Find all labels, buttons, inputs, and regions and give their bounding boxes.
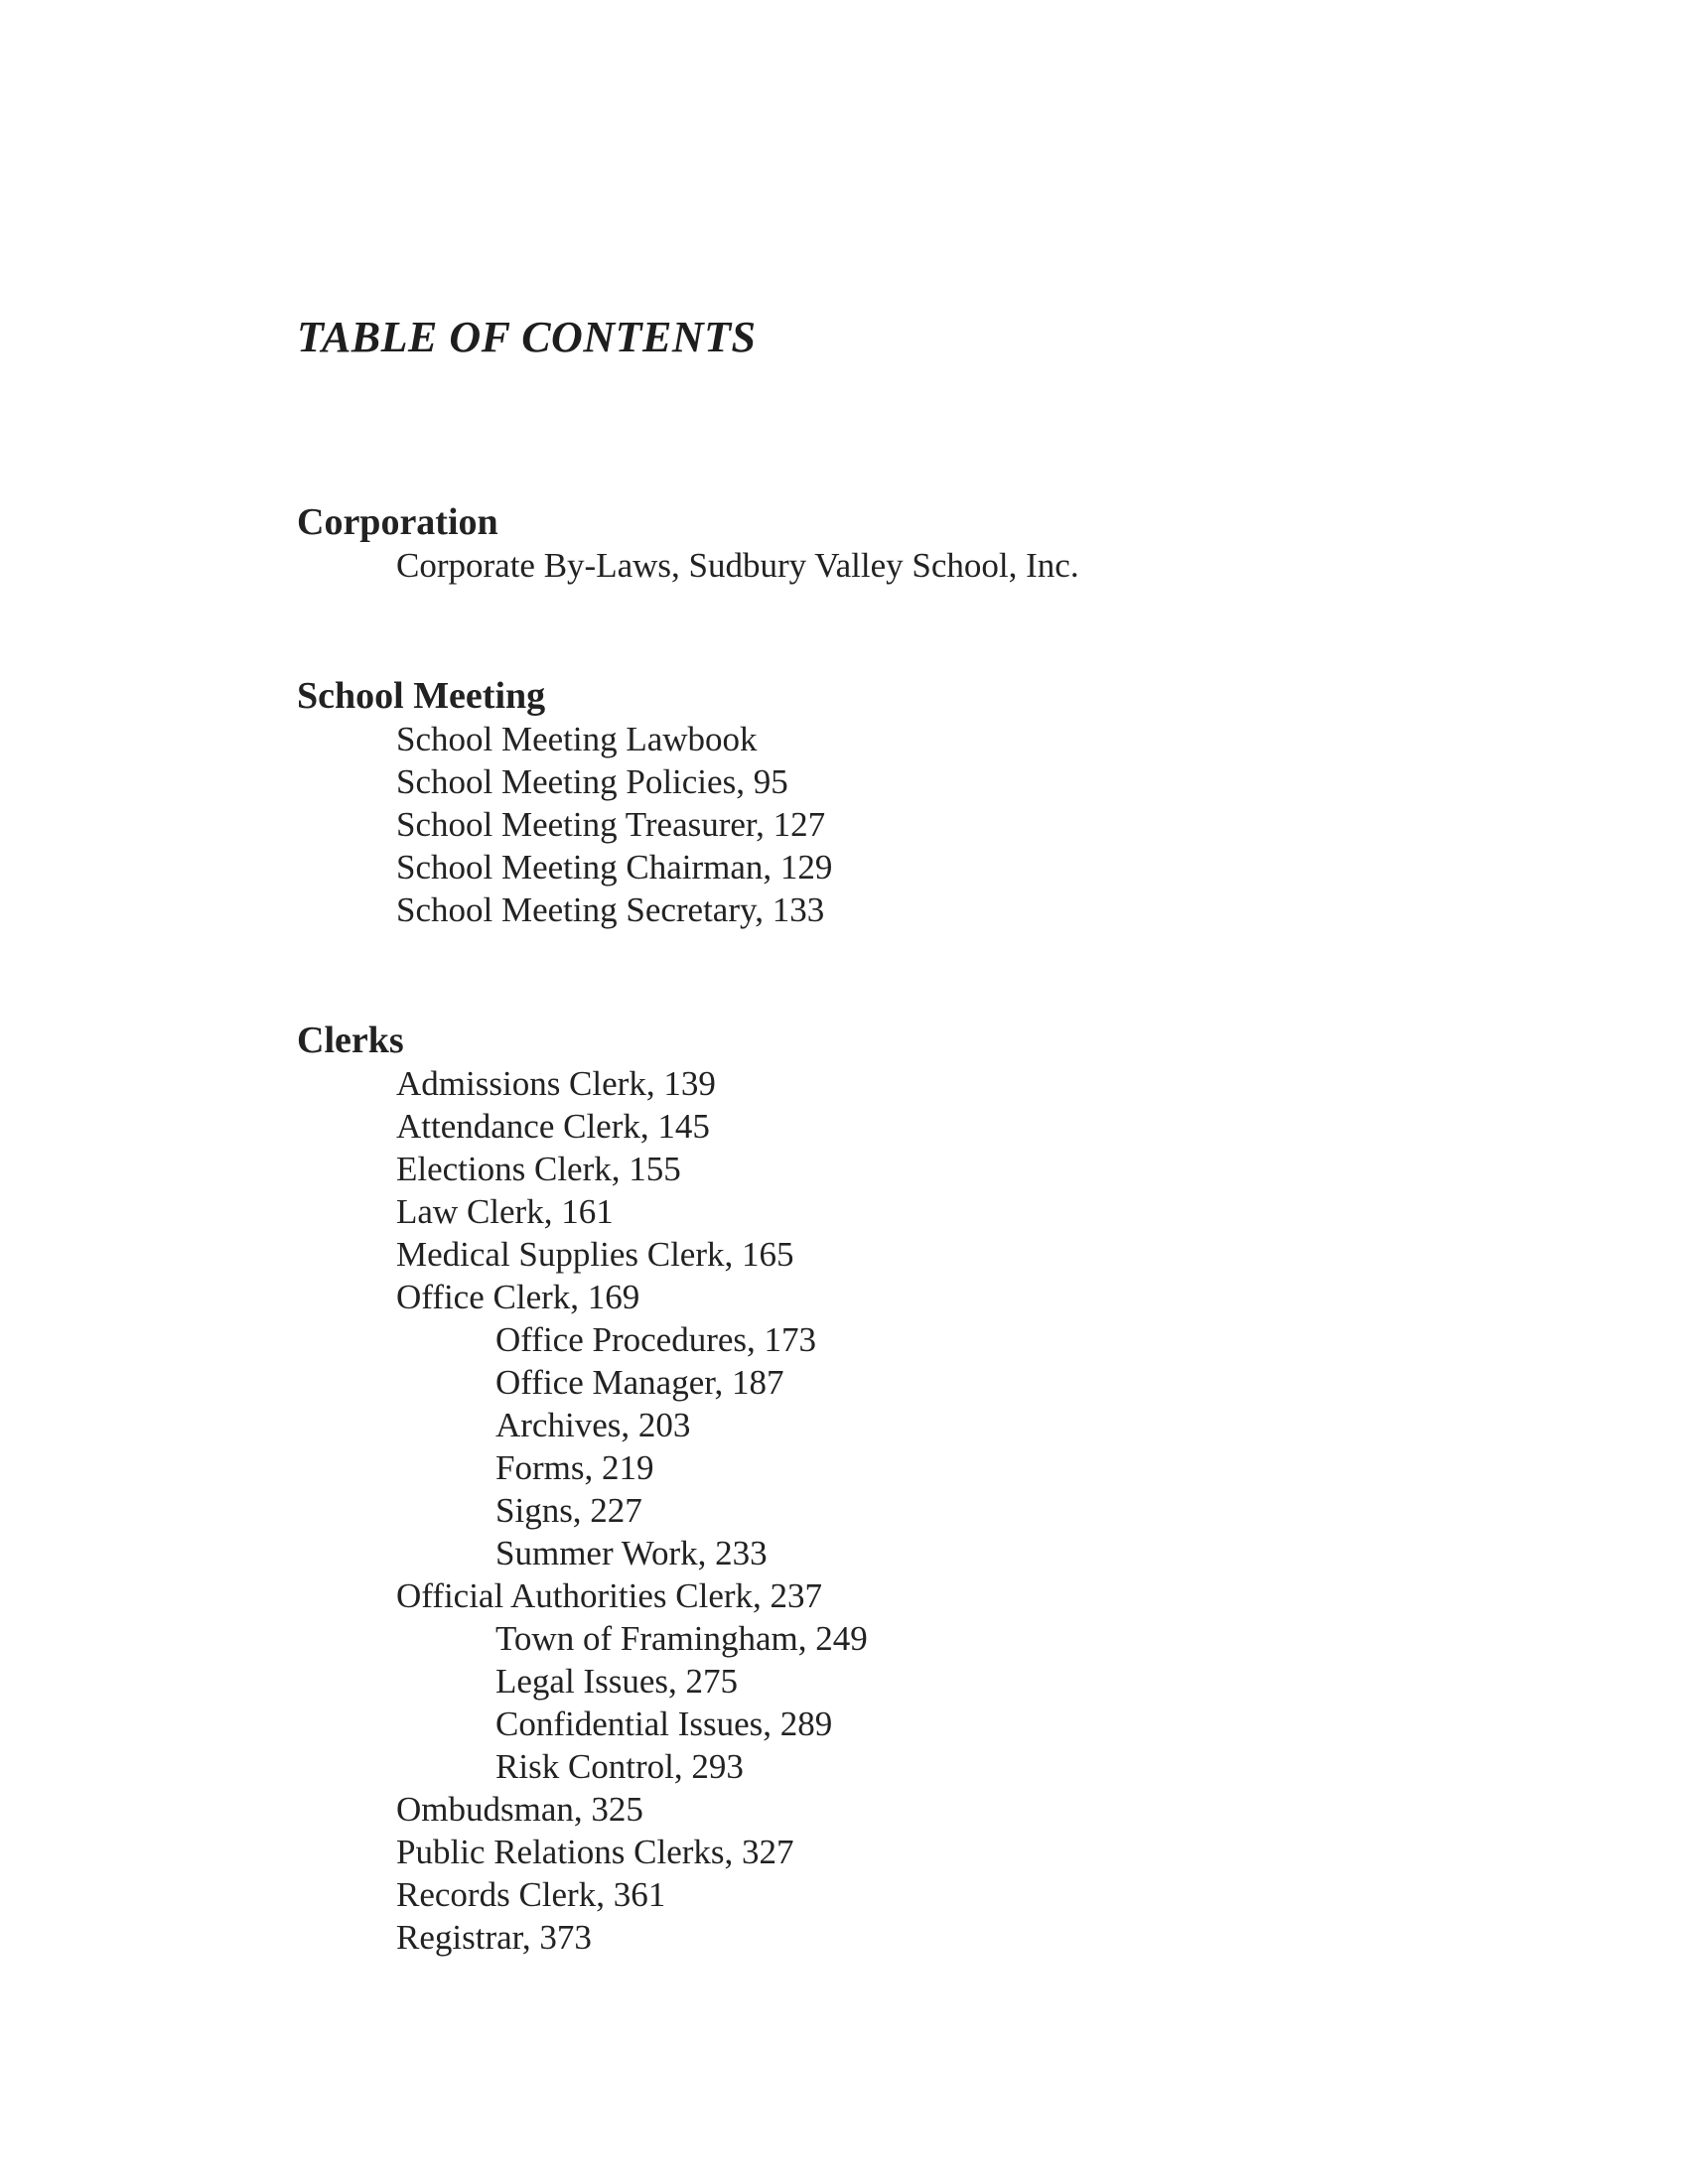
section-entries (297, 544, 1079, 587)
toc-section-clerks (297, 1020, 868, 1959)
toc-entry: School Meeting Chairman, 129 (396, 848, 833, 887)
toc-entry: Office Clerk, 169 (396, 1278, 640, 1316)
toc-entry: Admissions Clerk, 139 (396, 1064, 716, 1103)
toc-entry: Elections Clerk, 155 (396, 1150, 681, 1188)
toc-entry: Corporate By-Laws, Sudbury Valley School, Inc. (396, 546, 1079, 585)
toc-subentry: Legal Issues, 275 (495, 1662, 738, 1701)
toc-entry: Registrar, 373 (396, 1918, 592, 1957)
toc-entry: School Meeting Lawbook (396, 720, 758, 758)
toc-entry: School Meeting Treasurer, 127 (396, 805, 826, 844)
section-heading: School Meeting (297, 675, 546, 717)
toc-entry: School Meeting Secretary, 133 (396, 890, 825, 929)
toc-entry: Medical Supplies Clerk, 165 (396, 1235, 794, 1274)
toc-entry: Law Clerk, 161 (396, 1192, 614, 1231)
toc-entry: School Meeting Policies, 95 (396, 762, 788, 801)
section-entries (297, 718, 832, 931)
page-title: TABLE OF CONTENTS (297, 313, 757, 361)
toc-entry: Records Clerk, 361 (396, 1875, 666, 1914)
toc-subentry: Archives, 203 (495, 1406, 691, 1444)
toc-subentry: Town of Framingham, 249 (495, 1619, 868, 1658)
toc-subentry: Confidential Issues, 289 (495, 1705, 833, 1743)
toc-section-school-meeting (297, 675, 832, 931)
toc-entry: Public Relations Clerks, 327 (396, 1833, 794, 1871)
toc-subentry: Summer Work, 233 (495, 1534, 768, 1572)
section-heading: Corporation (297, 501, 498, 543)
toc-entry: Official Authorities Clerk, 237 (396, 1576, 823, 1615)
toc-subentry: Risk Control, 293 (495, 1747, 744, 1786)
toc-subentry: Office Manager, 187 (495, 1363, 784, 1402)
toc-subentry: Signs, 227 (495, 1491, 642, 1530)
toc-subentry: Forms, 219 (495, 1448, 654, 1487)
toc-section-corporation (297, 501, 1079, 587)
toc-subentry: Office Procedures, 173 (495, 1320, 816, 1359)
toc-entry: Ombudsman, 325 (396, 1790, 643, 1829)
toc-entry: Attendance Clerk, 145 (396, 1107, 710, 1146)
section-heading: Clerks (297, 1020, 404, 1061)
section-entries (297, 1062, 868, 1959)
